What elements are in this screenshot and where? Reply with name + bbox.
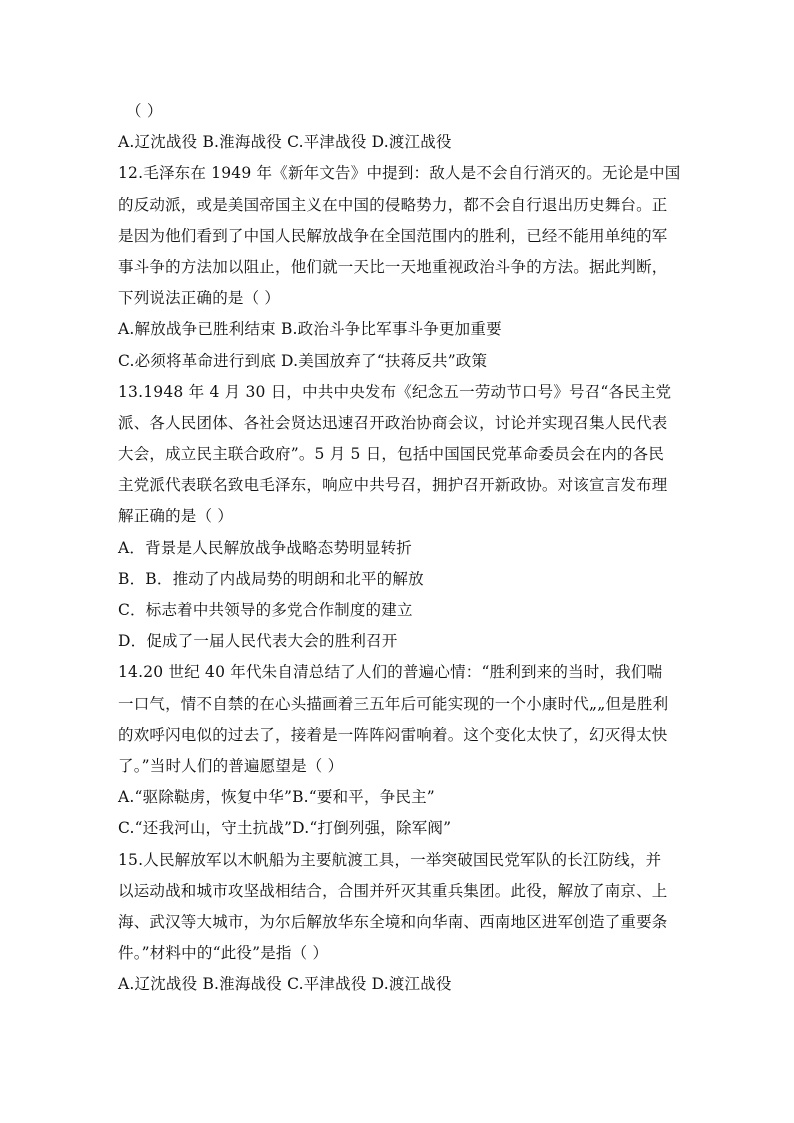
q14-options-cd: C.“还我河山，守土抗战”D.“打倒列强，除军阀”	[118, 819, 452, 838]
q14-stem-line-2: 一口气，情不自禁的在心头描画着三五年后可能实现的一个小康时代„„但是胜利	[118, 694, 669, 713]
q13-option-b: B．B．推动了内战局势的明朗和北平的解放	[118, 569, 424, 588]
q13-stem-line-5: 解正确的是（ ）	[118, 507, 234, 526]
q12-stem-line-4: 事斗争的方法加以阻止，他们就一天比一天地重视政治斗争的方法。据此判断，	[118, 257, 668, 276]
answer-blank: （ ）	[126, 102, 163, 120]
q14-stem-line-4: 了。”当时人们的普遍愿望是（ ）	[118, 756, 344, 775]
q13-stem-line-1: 13.1948 年 4 月 30 日，中共中央发布《纪念五一劳动节口号》号召“各民主党	[118, 382, 672, 401]
q14-stem-line-3: 的欢呼闪电似的过去了，接着是一阵阵闷雷响着。这个变化太快了，幻灭得太快	[118, 725, 668, 744]
q15-stem-line-2: 以运动战和城市攻坚战相结合，合围并歼灭其重兵集团。此役，解放了南京、上	[118, 881, 668, 900]
q12-options-ab: A.解放战争已胜利结束 B.政治斗争比军事斗争更加重要	[118, 320, 502, 339]
q13-stem-line-3: 大会，成立民主联合政府”。5 月 5 日，包括中国国民党革命委员会在内的各民	[118, 445, 665, 464]
q13-stem-line-4: 主党派代表联名致电毛泽东，响应中共号召，拥护召开新政协。对该宣言发布理	[118, 476, 668, 495]
q13-stem-line-2: 派、各人民团体、各社会贤达迅速召开政治协商会议，讨论并实现召集人民代表	[118, 413, 668, 432]
document-page	[118, 96, 681, 1000]
q12-stem-line-5: 下列说法正确的是（ ）	[118, 289, 281, 308]
q14-options-ab: A.“驱除鞑虏，恢复中华”B.“要和平，争民主”	[118, 788, 435, 807]
q15-stem-line-4: 件。”材料中的“此役”是指（ ）	[118, 944, 329, 963]
q13-option-d: D．促成了一届人民代表大会的胜利召开	[118, 632, 398, 651]
q11-options: A.辽沈战役 B.淮海战役 C.平津战役 D.渡江战役	[118, 133, 452, 152]
q12-stem-line-2: 的反动派，或是美国帝国主义在中国的侵略势力，都不会自行退出历史舞台。正	[118, 195, 668, 214]
q15-options: A.辽沈战役 B.淮海战役 C.平津战役 D.渡江战役	[118, 975, 452, 994]
q12-stem-line-1: 12.毛泽东在 1949 年《新年文告》中提到：敌人是不会自行消灭的。无论是中国	[118, 164, 681, 183]
q15-stem-line-3: 海、武汉等大城市，为尔后解放华东全境和向华南、西南地区进军创造了重要条	[118, 912, 668, 931]
q12-stem-line-3: 是因为他们看到了中国人民解放战争在全国范围内的胜利，已经不能用单纯的军	[118, 226, 668, 245]
q13-option-c: C．标志着中共领导的多党合作制度的建立	[118, 601, 413, 619]
q14-stem-line-1: 14.20 世纪 40 年代朱自清总结了人们的普遍心情：“胜利到来的当时，我们喘	[118, 663, 663, 682]
q15-stem-line-1: 15.人民解放军以木帆船为主要航渡工具，一举突破国民党军队的长江防线，并	[118, 850, 662, 869]
q12-options-cd: C.必须将革命进行到底 D.美国放弃了“扶蒋反共”政策	[118, 351, 488, 370]
q13-option-a: A．背景是人民解放战争战略态势明显转折	[118, 538, 412, 557]
